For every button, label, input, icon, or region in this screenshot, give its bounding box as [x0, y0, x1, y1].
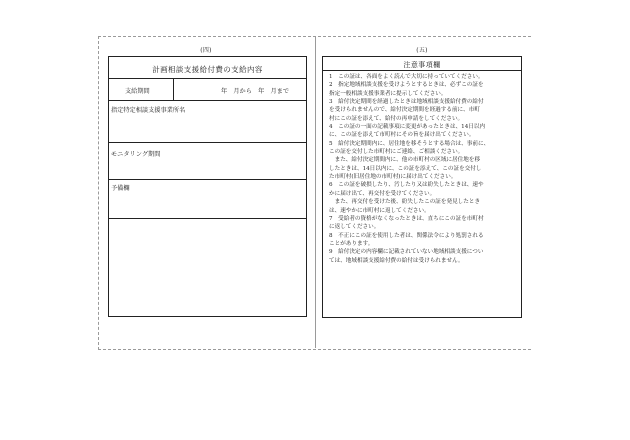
note-line: したときは、14日以内に、この証を添えて、この証を交付し [329, 165, 482, 172]
period-label: 支給期間 [125, 88, 150, 95]
note-line: 指定一般相談支援事業者に提示してください。 [329, 90, 447, 97]
benefit-content-table [108, 56, 307, 317]
left-page-label: (四) [200, 47, 212, 54]
monitoring-label: モニタリング期間 [111, 151, 161, 158]
note-line: また、給付決定期間内に、他の市町村の区域に居住地を移 [329, 157, 481, 164]
note-line: 2 指定地域相談支援を受けようとするときは、必ずこの証を [329, 82, 484, 89]
title-row [109, 57, 306, 79]
note-line: ことがあります。 [329, 240, 374, 247]
note-line: この証を交付した市町村にご連絡、ご相談ください。 [329, 149, 464, 156]
note-line: 9 給付決定の内容欄に記載されていない地域相談支援につい [329, 249, 484, 256]
note-line: に返してください。 [329, 224, 380, 231]
monitoring-row [109, 143, 306, 180]
note-line: 村にこの証を添えて、給付の再申請をしてください。 [329, 115, 464, 122]
note-line: 3 給付決定期間を経過したときは地域相談支援給付費の給付 [329, 99, 484, 106]
right-page-label: (五) [416, 47, 428, 54]
period-divider [173, 79, 174, 100]
note-line: 1 この証は、各面をよく読んで大切に持っていてください。 [329, 74, 484, 80]
office-row [109, 101, 306, 143]
note-line: は、速やかに市町村に返してください。 [329, 207, 430, 214]
reserve-row [109, 180, 306, 219]
note-line: また、再交付を受けた後、紛失したこの証を発見したとき [329, 199, 481, 206]
note-line: 8 不正にこの証を使用した者は、関係法令により処罰される [329, 232, 484, 239]
notes-title-row [323, 57, 521, 71]
note-line: 6 この証を破損したり、汚したり又は紛失したときは、速や [329, 182, 484, 189]
note-line: に、この証を添えて市町村にその旨を届け出てください。 [329, 132, 475, 139]
period-row [109, 79, 306, 101]
notes-panel [322, 56, 522, 318]
reserve-label: 予備欄 [111, 185, 130, 192]
note-line: 7 受給者の資格がなくなったときは、直ちにこの証を市町村 [329, 215, 484, 222]
fold-line [315, 36, 316, 348]
note-line: かに届け出て、再交付を受けてください。 [329, 190, 436, 197]
left-panel-title: 計画相談支援給付費の支給内容 [152, 65, 263, 74]
office-label: 指定特定相談支援事業所名 [111, 107, 186, 114]
period-value: 年 月から 年 月まで [221, 88, 290, 95]
note-line: 4 この証の一面の記載事項に変更があったときは、14日以内 [329, 124, 486, 131]
notes-title: 注意事項欄 [403, 61, 441, 69]
note-line: た市町村(旧居住地の市町村)に届け出てください。 [329, 174, 457, 181]
notes-list [329, 73, 516, 265]
note-line: を受けられませんので、給付決定期間を経過する前に、市町 [329, 107, 480, 114]
note-line: ては、地域相談支援給付費の給付は受けられません。 [329, 257, 464, 264]
note-line: 5 給付決定期間内に、居住地を移そうとする場合は、事前に、 [329, 140, 490, 147]
